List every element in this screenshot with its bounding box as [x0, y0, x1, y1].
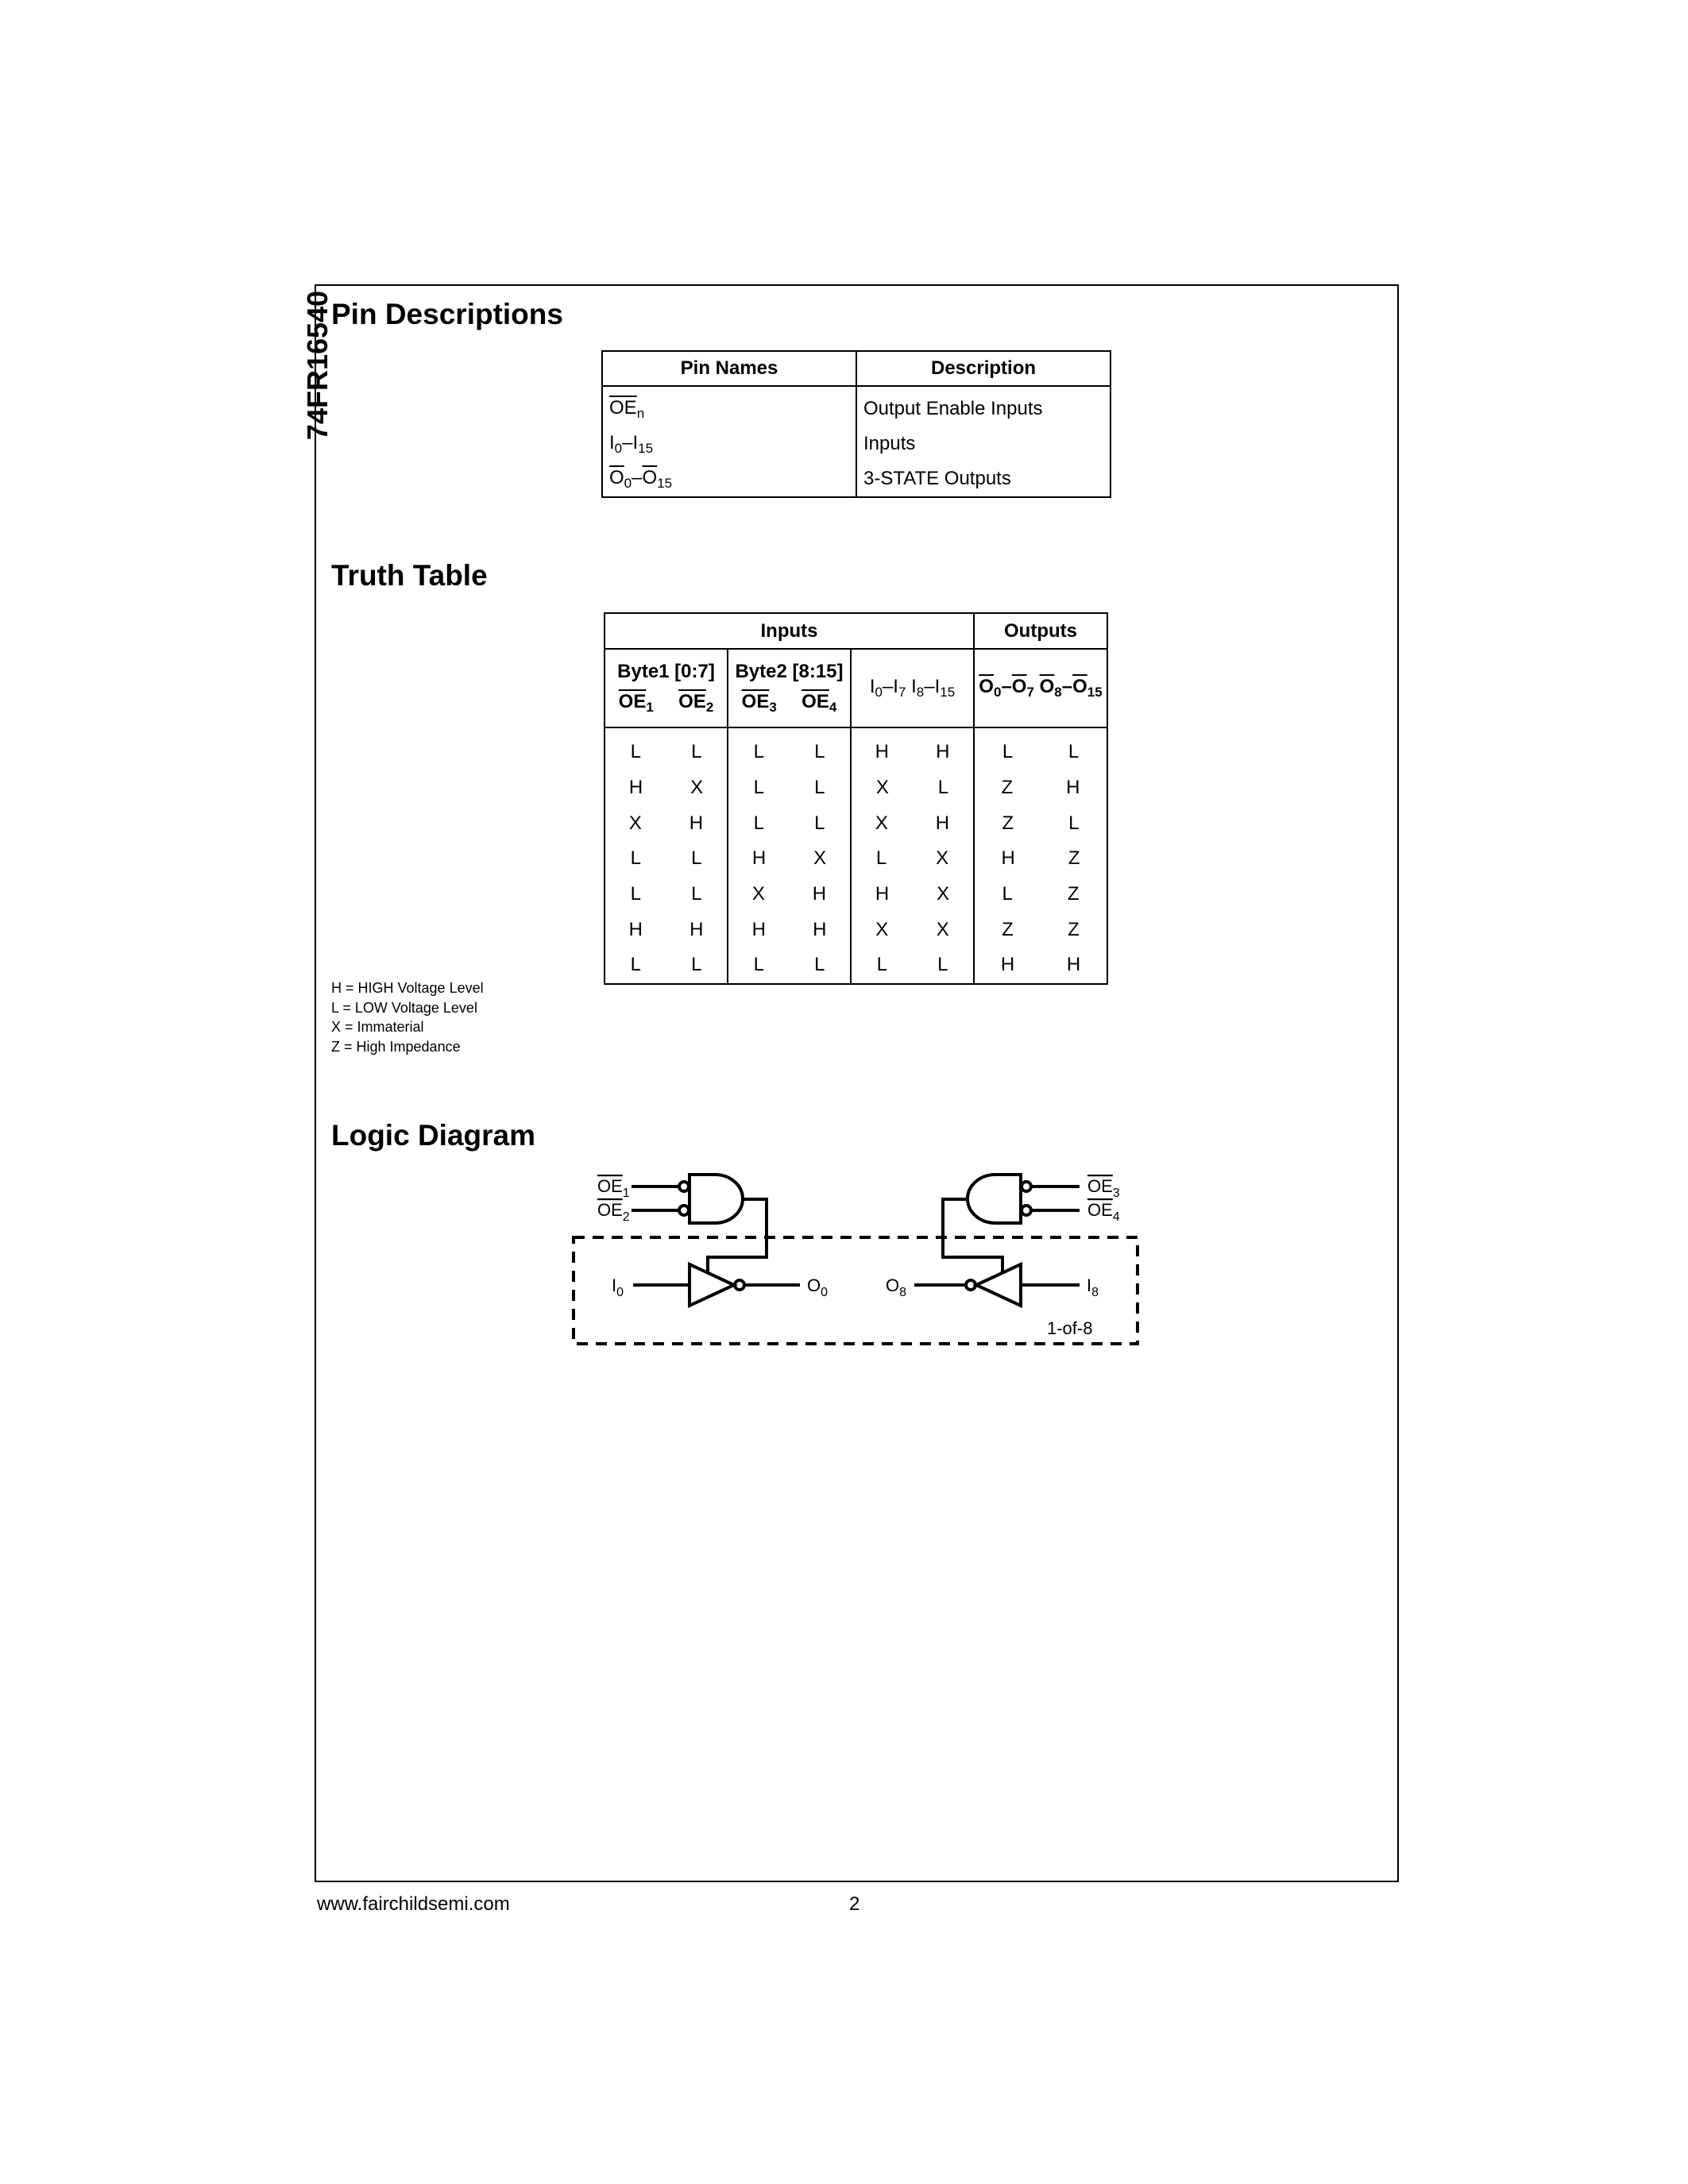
truth-table-value: L	[1068, 812, 1080, 834]
truth-table-value: L	[753, 954, 764, 976]
description-header: Description	[856, 351, 1111, 386]
truth-table-value: L	[1068, 741, 1080, 763]
truth-table-value: X	[936, 847, 949, 870]
truth-table-value: L	[814, 777, 825, 799]
legend-item: H = HIGH Voltage Level	[331, 980, 484, 996]
outputs-header: Outputs	[974, 613, 1107, 649]
truth-table-value: L	[1002, 741, 1014, 763]
inversion-bubble	[735, 1280, 744, 1290]
oe1-label: $OE_1$	[597, 1176, 630, 1200]
one-of-eight-note: 1-of-8	[1047, 1318, 1093, 1338]
truth-table-value: L	[814, 741, 825, 763]
truth-table-value: L	[630, 954, 641, 976]
truth-table-value: X	[875, 777, 889, 799]
truth-table-value: L	[876, 954, 887, 976]
truth-table-value: L	[630, 741, 641, 763]
truth-table-value: L	[814, 954, 825, 976]
truth-table-value: X	[875, 812, 888, 834]
truth-table-value: H	[1000, 954, 1015, 976]
pin-names-header: Pin Names	[602, 351, 856, 386]
i8-label: $I_8$	[1087, 1275, 1099, 1299]
truth-table-value: H	[935, 812, 950, 834]
legend-item: L = LOW Voltage Level	[331, 999, 477, 1016]
inversion-bubble	[679, 1182, 689, 1191]
truth-table-value: Z	[1001, 777, 1014, 799]
data-inputs-header: $I_0-I_7$ $I_8-I_{15}$	[851, 649, 974, 727]
truth-table-value: L	[753, 777, 764, 799]
truth-table-value: X	[628, 812, 642, 834]
inversion-bubble	[966, 1280, 975, 1290]
byte1-header: Byte1 [0:7] $\overline{OE}_1$ $\overline{OE}_2$	[605, 649, 728, 727]
truth-table-value: Z	[1002, 812, 1014, 834]
truth-table-value: H	[628, 918, 643, 940]
truth-table-value: H	[875, 741, 889, 763]
truth-table-value: X	[875, 918, 889, 940]
truth-table-value: H	[1001, 847, 1015, 870]
truth-table-value: H	[875, 883, 890, 905]
truth-table-value: L	[937, 777, 949, 799]
truth-table-value: L	[1002, 883, 1013, 905]
buffer-right-icon	[976, 1264, 1021, 1306]
inversion-bubble	[1022, 1206, 1031, 1215]
truth-table-value: H	[812, 883, 827, 905]
truth-table-value: H	[751, 918, 766, 940]
truth-table-value: H	[1066, 954, 1081, 976]
truth-table-value: X	[937, 883, 950, 905]
and-gate-right-icon	[968, 1175, 1021, 1223]
logic-diagram-heading: Logic Diagram	[331, 1119, 535, 1152]
inversion-bubble	[679, 1206, 689, 1215]
truth-table-value: X	[813, 847, 827, 870]
truth-table-value: X	[751, 883, 765, 905]
pin-name: $I_0-I_{15}$	[602, 426, 856, 461]
truth-table-value: H	[936, 741, 950, 763]
o8-label: $O_8$	[886, 1275, 907, 1299]
pin-name: $\overline{OE}_n$	[602, 386, 856, 426]
o0-label: $O_0$	[807, 1275, 829, 1299]
oe4-label: $OE_4$	[1087, 1200, 1120, 1224]
footer-url: www.fairchildsemi.com	[317, 1893, 510, 1915]
truth-table-value: Z	[1002, 918, 1014, 940]
oe3-label: $OE_3$	[1087, 1176, 1120, 1200]
truth-table-value: L	[753, 741, 764, 763]
truth-table-value: H	[751, 847, 767, 870]
truth-table-value: H	[813, 918, 827, 940]
legend-item: X = Immaterial	[331, 1019, 424, 1035]
truth-table-value: L	[937, 954, 948, 976]
oe2-label: $OE_2$	[597, 1200, 630, 1224]
truth-table-value: H	[1066, 777, 1080, 799]
truth-table-value: L	[691, 741, 702, 763]
i0-label: $I_0$	[612, 1275, 624, 1299]
page-number: 2	[849, 1893, 860, 1915]
truth-table-value: Z	[1068, 847, 1080, 870]
data-outputs-header: $\overline{O}_0-\overline{O}_7$ $\overline{O}_8-\overline{O}_{15}$	[974, 649, 1107, 727]
pin-description: Output Enable Inputs	[856, 386, 1111, 426]
pin-description: Inputs	[856, 426, 1111, 461]
truth-table-value: L	[630, 847, 641, 870]
truth-table-value: L	[875, 847, 887, 870]
truth-table-heading: Truth Table	[331, 559, 488, 592]
truth-table-value: X	[690, 777, 704, 799]
and-gate-left-icon	[689, 1175, 743, 1223]
buffer-left-icon	[689, 1264, 734, 1306]
inputs-header: Inputs	[605, 613, 974, 649]
inversion-bubble	[1022, 1182, 1031, 1191]
truth-table-value: Z	[1067, 883, 1080, 905]
truth-table-value: Z	[1068, 918, 1080, 940]
truth-table-value: L	[691, 883, 702, 905]
pin-name: $\overline{O}_0-\overline{O}_{15}$	[602, 461, 856, 497]
legend-item: Z = High Impedance	[331, 1038, 461, 1055]
truth-table-value: L	[814, 812, 825, 834]
truth-table-value: H	[628, 777, 643, 799]
truth-table-value: H	[689, 918, 704, 940]
truth-table-value: L	[753, 812, 764, 834]
pin-description: 3-STATE Outputs	[856, 461, 1111, 497]
truth-table-value: L	[630, 883, 641, 905]
byte2-header: Byte2 [8:15] $\overline{OE}_3$ $\overline{OE}_4$	[728, 649, 851, 727]
truth-table-value: H	[689, 812, 704, 834]
truth-table-value: L	[691, 954, 702, 976]
part-number-side-title: 74FR16540	[301, 290, 334, 441]
pin-descriptions-heading: Pin Descriptions	[331, 298, 563, 330]
truth-table-value: L	[691, 847, 702, 870]
truth-table-value: X	[936, 918, 949, 940]
